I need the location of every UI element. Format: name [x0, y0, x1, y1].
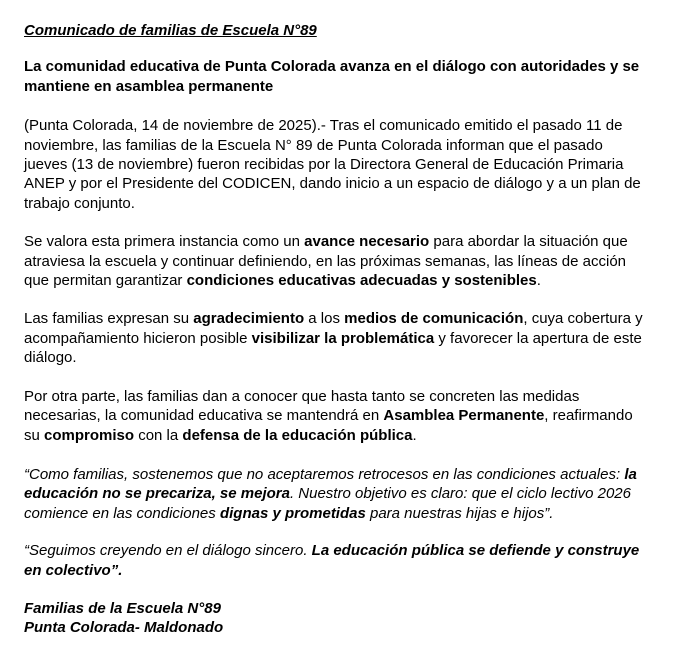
signature-line-2: Punta Colorada- Maldonado — [24, 619, 224, 637]
paragraph-text-segment: , cuya cobertura y acompañamiento hicieron posible — [24, 310, 643, 347]
signature-line-1: Familias de la Escuela N°89 — [24, 599, 221, 617]
emphasis-text: la educación no se precariza, se mejora — [24, 465, 637, 503]
paragraph-assembly — [24, 387, 643, 445]
paragraph-assessment — [24, 232, 643, 290]
emphasis-text: La educación pública se defiende y construye en colectivo”. — [24, 542, 640, 579]
paragraph-text-segment: . — [536, 272, 541, 290]
document-subtitle: La comunidad educativa de Punta Colorada avanza en el diálogo con autoridades y se mantiene en asamblea permanente — [24, 58, 640, 95]
paragraph-text-segment: Por otra parte, las familias dan a conocer que hasta tanto se concreten las medidas necesarias, la comunidad educativa se mantendrá en — [24, 387, 580, 425]
emphasis-text: agradecimiento — [193, 310, 305, 328]
quote-text-segment: “Seguimos creyendo en el diálogo sincero. — [24, 542, 312, 560]
paragraph-gratitude — [24, 309, 643, 367]
quote-text-segment: “Como familias, sostenemos que no aceptaremos retrocesos en las condiciones actuales: — [24, 465, 625, 483]
emphasis-text: Asamblea Permanente — [383, 407, 545, 425]
paragraph-text-segment: con la — [134, 426, 183, 444]
emphasis-text: condiciones educativas adecuadas y sostenibles — [186, 272, 537, 290]
emphasis-text: medios de comunicación — [344, 310, 524, 328]
emphasis-text: dignas y prometidas — [219, 504, 366, 522]
quote-dialogue — [24, 541, 643, 580]
emphasis-text: avance necesario — [304, 233, 430, 251]
signature-block — [24, 599, 643, 638]
paragraph-text-segment: , reafirmando su — [24, 407, 633, 444]
paragraph-intro — [24, 116, 643, 213]
quote-text-segment: . Nuestro objetivo es claro: que el ciclo lectivo 2026 comience en las condiciones — [24, 485, 631, 522]
paragraph-text-segment: Se valora esta primera instancia como un — [24, 233, 305, 251]
quote-families — [24, 465, 643, 523]
quote-text-segment: para nuestras hijas e hijos”. — [365, 504, 554, 522]
emphasis-text: visibilizar la problemática — [251, 329, 435, 347]
paragraph-text-segment: a los — [304, 310, 345, 328]
emphasis-text: defensa de la educación pública — [182, 426, 413, 444]
paragraph-text-segment: Las familias expresan su — [24, 310, 194, 328]
paragraph-text-segment: y favorecer la apertura de este diálogo. — [24, 329, 642, 367]
emphasis-text: compromiso — [44, 426, 135, 444]
paragraph-text-segment: para abordar la situación que atraviesa la escuela y continuar definiendo, en las próximas semanas, las líneas de acción que permitan garantizar — [24, 233, 628, 290]
paragraph-text-segment: . — [412, 426, 417, 444]
document-heading: Comunicado de familias de Escuela N°89 — [24, 22, 317, 39]
paragraph-intro-text: (Punta Colorada, 14 de noviembre de 2025).- Tras el comunicado emitido el pasado 11 de noviembre, las familias de la Escuela N° 89 de Punta Colorada informan que el pasado jueves (13 de noviembre) fueron recibidas por la Directora General de Educación Primaria ANEP y por el Presidente del CODICEN, dando inicio a un espacio de diálogo y a un plan de trabajo conjunto. — [24, 117, 641, 212]
